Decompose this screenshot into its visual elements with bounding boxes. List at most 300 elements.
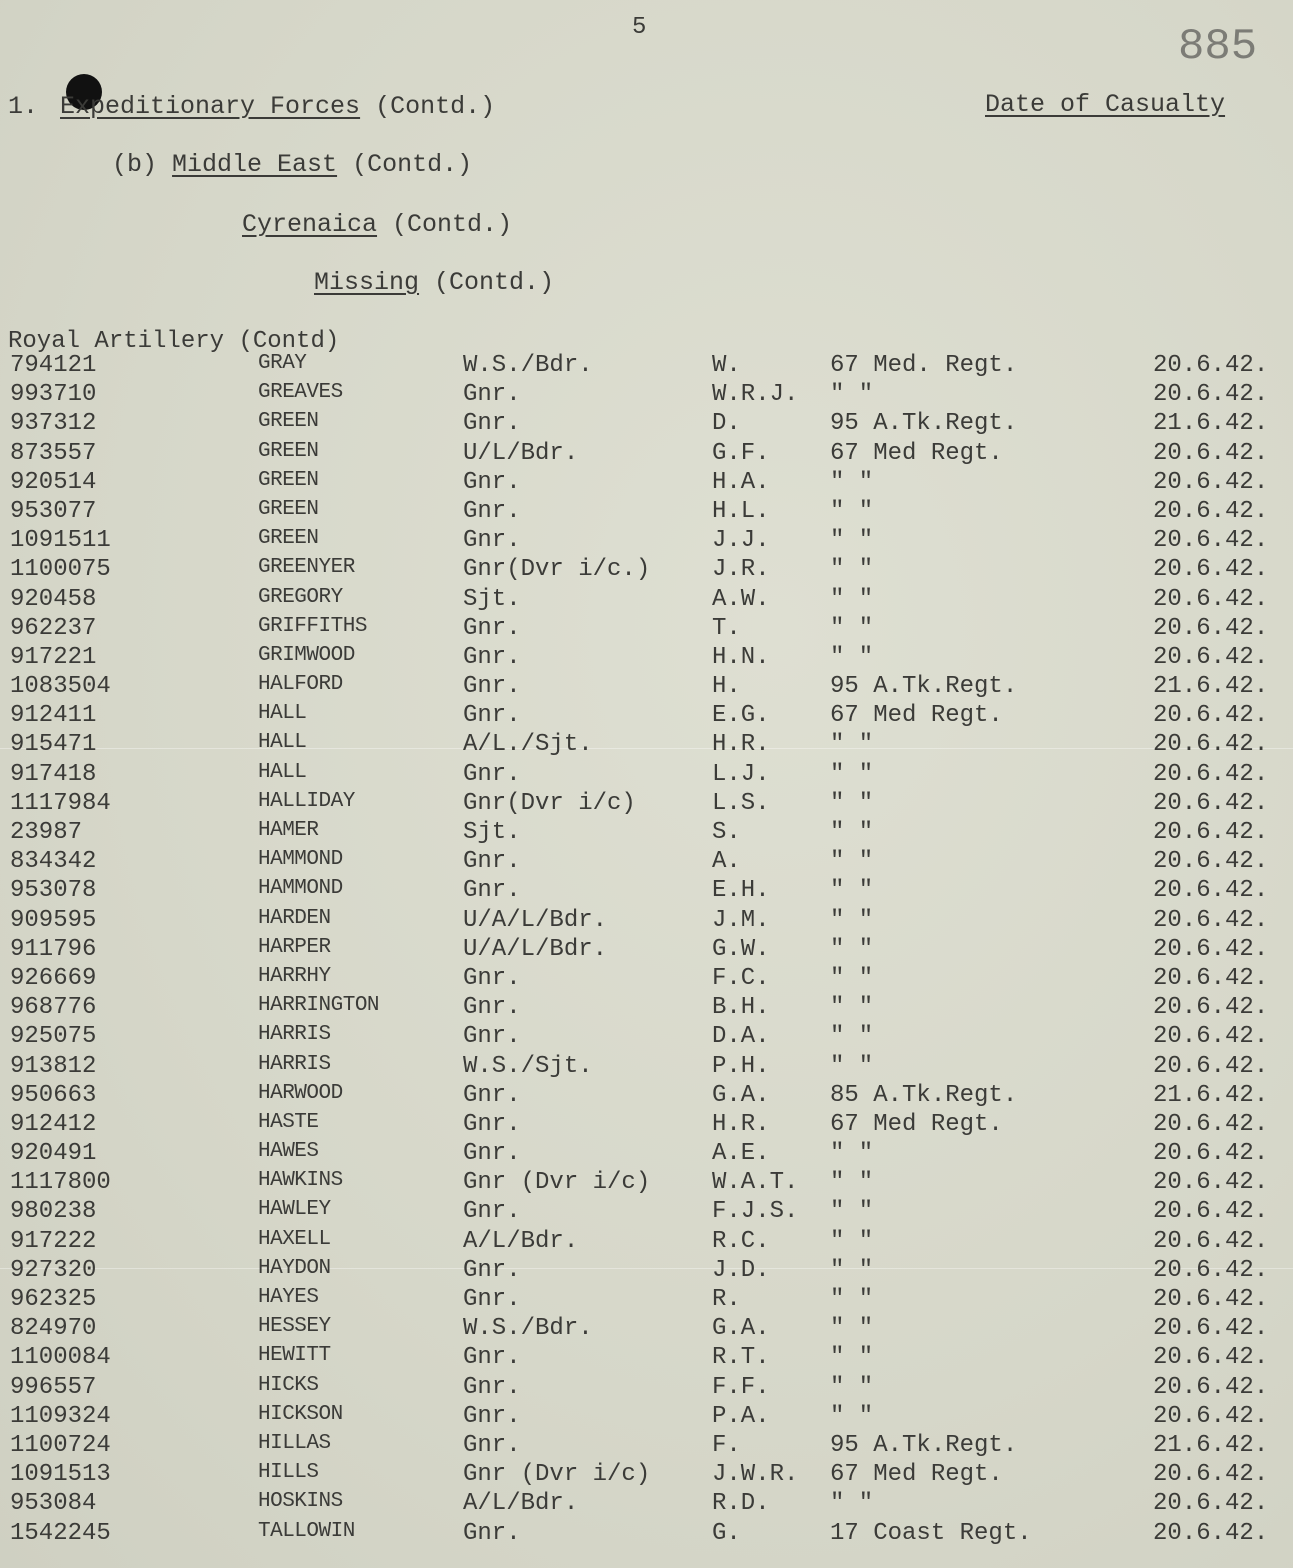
table-row — [0, 702, 1293, 731]
regiment: " " — [830, 1052, 874, 1080]
rank: U/A/L/Bdr. — [463, 906, 608, 934]
rank: Gnr. — [463, 1431, 521, 1459]
surname: HALLIDAY — [258, 789, 355, 813]
service-number: 1117984 — [10, 789, 111, 817]
surname: HAMMOND — [258, 848, 343, 872]
service-number: 1091513 — [10, 1461, 111, 1489]
initials: D.A. — [712, 1023, 770, 1051]
service-number: 953078 — [10, 877, 97, 905]
casualty-date: 20.6.42. — [1153, 352, 1269, 379]
casualty-date: 20.6.42. — [1153, 702, 1269, 730]
casualty-date: 21.6.42. — [1153, 410, 1269, 438]
surname: HAWKINS — [258, 1169, 343, 1193]
rank: A/L/Bdr. — [463, 1490, 579, 1518]
regiment: " " — [830, 819, 874, 846]
table-row — [0, 1257, 1293, 1286]
surname: GREEN — [258, 527, 319, 551]
rank: Gnr. — [463, 614, 521, 642]
surname: HAWES — [258, 1140, 319, 1164]
subsection-heading — [112, 150, 472, 179]
regiment: " " — [830, 643, 874, 671]
rank: Gnr. — [463, 1344, 521, 1372]
rank: Gnr (Dvr i/c) — [463, 1169, 651, 1197]
rank: Sjt. — [463, 819, 521, 846]
regiment: 95 A.Tk.Regt. — [830, 410, 1018, 438]
rank: Gnr. — [463, 848, 521, 876]
surname: HILLS — [258, 1461, 319, 1485]
surname: GREEN — [258, 410, 319, 434]
initials: G.W. — [712, 935, 770, 963]
regiment: " " — [830, 877, 874, 905]
surname: HARRHY — [258, 964, 331, 988]
surname: HAMER — [258, 819, 319, 842]
section-title: Expeditionary Forces — [60, 92, 361, 121]
regiment: 67 Med Regt. — [830, 439, 1003, 467]
rank: Gnr. — [463, 1256, 521, 1284]
casualty-date: 20.6.42. — [1153, 760, 1269, 788]
casualty-date: 21.6.42. — [1153, 1431, 1269, 1459]
table-row — [0, 848, 1293, 877]
initials: S. — [712, 819, 741, 846]
table-row — [0, 1111, 1293, 1140]
initials: L.S. — [712, 789, 770, 817]
table-row — [0, 673, 1293, 702]
initials: G.A. — [712, 1315, 770, 1343]
initials: F.C. — [712, 964, 770, 992]
casualty-date: 20.6.42. — [1153, 819, 1269, 846]
table-row — [0, 1403, 1293, 1432]
table-row — [0, 381, 1293, 410]
table-row — [0, 1169, 1293, 1198]
surname: TALLOWIN — [258, 1519, 355, 1543]
casualty-date: 20.6.42. — [1153, 1344, 1269, 1372]
region-title: Cyrenaica — [242, 210, 378, 239]
status-suffix: (Contd.) — [434, 268, 555, 297]
casualty-date: 20.6.42. — [1153, 731, 1269, 759]
casualty-date: 20.6.42. — [1153, 848, 1269, 876]
regiment: " " — [830, 1198, 874, 1226]
regiment: " " — [830, 1140, 874, 1168]
surname: HILLAS — [258, 1431, 331, 1455]
table-row — [0, 819, 1293, 848]
date-of-casualty-header: Date of Casualty — [985, 90, 1226, 119]
table-row — [0, 1082, 1293, 1111]
surname: GREGORY — [258, 585, 343, 609]
rank: A/L/Bdr. — [463, 1227, 579, 1255]
table-row — [0, 1053, 1293, 1082]
casualty-date: 20.6.42. — [1153, 1490, 1269, 1518]
rank: W.S./Bdr. — [463, 1315, 593, 1343]
status-heading — [314, 268, 554, 297]
regiment: " " — [830, 381, 874, 409]
service-number: 926669 — [10, 964, 97, 992]
rank: Gnr. — [463, 468, 521, 496]
rank: Gnr. — [463, 1023, 521, 1051]
regiment: " " — [830, 556, 874, 584]
initials: J.D. — [712, 1256, 770, 1284]
initials: W. — [712, 352, 741, 379]
table-row — [0, 498, 1293, 527]
table-row — [0, 907, 1293, 936]
rank: Gnr (Dvr i/c) — [463, 1461, 651, 1489]
regiment: " " — [830, 731, 874, 759]
table-row — [0, 790, 1293, 819]
initials: R.D. — [712, 1490, 770, 1518]
regiment: " " — [830, 994, 874, 1022]
service-number: 1083504 — [10, 673, 111, 701]
service-number: 23987 — [10, 819, 83, 846]
regiment: 85 A.Tk.Regt. — [830, 1081, 1018, 1109]
service-number: 950663 — [10, 1081, 97, 1109]
casualty-date: 20.6.42. — [1153, 439, 1269, 467]
initials: W.R.J. — [712, 381, 799, 409]
regiment: " " — [830, 614, 874, 642]
casualty-date: 20.6.42. — [1153, 1402, 1269, 1430]
casualty-date: 20.6.42. — [1153, 497, 1269, 525]
regiment: " " — [830, 1344, 874, 1372]
rank: W.S./Bdr. — [463, 352, 593, 379]
surname: HICKSON — [258, 1402, 343, 1426]
page-number: 5 — [632, 14, 647, 41]
surname: HALL — [258, 731, 307, 755]
casualty-date: 20.6.42. — [1153, 527, 1269, 555]
table-row — [0, 615, 1293, 644]
table-row — [0, 556, 1293, 585]
table-row — [0, 1228, 1293, 1257]
table-row — [0, 352, 1293, 381]
table-row — [0, 1461, 1293, 1490]
service-number: 909595 — [10, 906, 97, 934]
rank: Gnr. — [463, 1198, 521, 1226]
initials: A. — [712, 848, 741, 876]
regiment: " " — [830, 1373, 874, 1401]
rank: A/L./Sjt. — [463, 731, 593, 759]
rank: Gnr. — [463, 964, 521, 992]
surname: HARWOOD — [258, 1081, 343, 1105]
initials: G.F. — [712, 439, 770, 467]
service-number: 1100084 — [10, 1344, 111, 1372]
table-row — [0, 527, 1293, 556]
table-row — [0, 761, 1293, 790]
surname: HAMMOND — [258, 877, 343, 901]
table-row — [0, 469, 1293, 498]
surname: HOSKINS — [258, 1490, 343, 1514]
surname: HESSEY — [258, 1315, 331, 1339]
section-number: 1. — [8, 92, 39, 121]
initials: F.F. — [712, 1373, 770, 1401]
service-number: 824970 — [10, 1315, 97, 1343]
casualty-date: 20.6.42. — [1153, 556, 1269, 584]
regiment: 67 Med. Regt. — [830, 352, 1018, 379]
casualty-date: 20.6.42. — [1153, 906, 1269, 934]
casualty-date: 20.6.42. — [1153, 1315, 1269, 1343]
service-number: 996557 — [10, 1373, 97, 1401]
regiment: " " — [830, 1169, 874, 1197]
table-row — [0, 410, 1293, 439]
rank: Gnr. — [463, 1286, 521, 1313]
casualty-date: 20.6.42. — [1153, 381, 1269, 409]
service-number: 925075 — [10, 1023, 97, 1051]
initials: R.C. — [712, 1227, 770, 1255]
initials: W.A.T. — [712, 1169, 799, 1197]
initials: J.R. — [712, 556, 770, 584]
casualty-date: 20.6.42. — [1153, 789, 1269, 817]
service-number: 834342 — [10, 848, 97, 876]
surname: HARRINGTON — [258, 994, 380, 1018]
service-number: 917222 — [10, 1227, 97, 1255]
rank: U/L/Bdr. — [463, 439, 579, 467]
regiment: 17 Coast Regt. — [830, 1519, 1032, 1547]
regiment: " " — [830, 906, 874, 934]
surname: HAYDON — [258, 1256, 331, 1280]
initials: H. — [712, 673, 741, 701]
table-row — [0, 1490, 1293, 1519]
surname: GRIMWOOD — [258, 643, 355, 667]
service-number: 1542245 — [10, 1519, 111, 1547]
rank: Gnr. — [463, 1519, 521, 1547]
surname: HARPER — [258, 935, 331, 959]
regiment: " " — [830, 789, 874, 817]
casualty-date: 20.6.42. — [1153, 1373, 1269, 1401]
table-row — [0, 965, 1293, 994]
casualty-date: 20.6.42. — [1153, 994, 1269, 1022]
rank: U/A/L/Bdr. — [463, 935, 608, 963]
service-number: 1091511 — [10, 527, 111, 555]
casualty-date: 20.6.42. — [1153, 1198, 1269, 1226]
rank: W.S./Sjt. — [463, 1052, 593, 1080]
rank: Gnr. — [463, 702, 521, 730]
casualty-date: 20.6.42. — [1153, 964, 1269, 992]
initials: T. — [712, 614, 741, 642]
status-title: Missing — [314, 268, 420, 297]
casualty-date: 20.6.42. — [1153, 1023, 1269, 1051]
initials: D. — [712, 410, 741, 438]
service-number: 920514 — [10, 468, 97, 496]
surname: GRAY — [258, 352, 307, 375]
regiment: " " — [830, 848, 874, 876]
service-number: 912412 — [10, 1110, 97, 1138]
table-row — [0, 1344, 1293, 1373]
table-row — [0, 1198, 1293, 1227]
table-row — [0, 994, 1293, 1023]
unit-heading: Royal Artillery (Contd) — [8, 328, 340, 355]
initials: A.E. — [712, 1140, 770, 1168]
service-number: 917221 — [10, 643, 97, 671]
regiment: " " — [830, 1315, 874, 1343]
surname: GREEN — [258, 468, 319, 492]
region-heading — [242, 210, 512, 239]
regiment: " " — [830, 1402, 874, 1430]
rank: Gnr. — [463, 1110, 521, 1138]
regiment: " " — [830, 935, 874, 963]
rank: Gnr. — [463, 381, 521, 409]
regiment: 95 A.Tk.Regt. — [830, 673, 1018, 701]
casualty-date: 20.6.42. — [1153, 1286, 1269, 1313]
initials: G.A. — [712, 1081, 770, 1109]
initials: E.H. — [712, 877, 770, 905]
service-number: 911796 — [10, 935, 97, 963]
casualty-date: 20.6.42. — [1153, 468, 1269, 496]
rank: Gnr. — [463, 527, 521, 555]
casualty-date: 20.6.42. — [1153, 585, 1269, 613]
initials: J.W.R. — [712, 1461, 799, 1489]
rank: Gnr. — [463, 497, 521, 525]
table-row — [0, 1432, 1293, 1461]
surname: HALL — [258, 702, 307, 726]
surname: HASTE — [258, 1110, 319, 1134]
section-suffix: (Contd.) — [375, 92, 496, 121]
surname: HARRIS — [258, 1052, 331, 1076]
surname: HARRIS — [258, 1023, 331, 1047]
service-number: 912411 — [10, 702, 97, 730]
table-row — [0, 1315, 1293, 1344]
regiment: 67 Med Regt. — [830, 1461, 1003, 1489]
casualty-date: 20.6.42. — [1153, 877, 1269, 905]
service-number: 1100075 — [10, 556, 111, 584]
regiment: 95 A.Tk.Regt. — [830, 1431, 1018, 1459]
rank: Gnr. — [463, 994, 521, 1022]
service-number: 1100724 — [10, 1431, 111, 1459]
table-row — [0, 877, 1293, 906]
service-number: 915471 — [10, 731, 97, 759]
casualty-date: 21.6.42. — [1153, 1081, 1269, 1109]
initials: B.H. — [712, 994, 770, 1022]
casualty-date: 20.6.42. — [1153, 1227, 1269, 1255]
regiment: " " — [830, 1227, 874, 1255]
surname: GREEN — [258, 439, 319, 463]
initials: G. — [712, 1519, 741, 1547]
regiment: " " — [830, 1490, 874, 1518]
service-number: 937312 — [10, 410, 97, 438]
regiment: " " — [830, 497, 874, 525]
service-number: 993710 — [10, 381, 97, 409]
casualty-date: 20.6.42. — [1153, 1256, 1269, 1284]
service-number: 920491 — [10, 1140, 97, 1168]
initials: E.G. — [712, 702, 770, 730]
initials: R.T. — [712, 1344, 770, 1372]
surname: HEWITT — [258, 1344, 331, 1368]
initials: L.J. — [712, 760, 770, 788]
regiment: " " — [830, 1256, 874, 1284]
table-row — [0, 936, 1293, 965]
regiment: " " — [830, 527, 874, 555]
regiment: 67 Med Regt. — [830, 1110, 1003, 1138]
service-number: 873557 — [10, 439, 97, 467]
initials: H.R. — [712, 1110, 770, 1138]
initials: F. — [712, 1431, 741, 1459]
rank: Sjt. — [463, 585, 521, 613]
rank: Gnr. — [463, 410, 521, 438]
casualty-date: 20.6.42. — [1153, 1140, 1269, 1168]
rank: Gnr. — [463, 877, 521, 905]
regiment: " " — [830, 468, 874, 496]
subsection-suffix: (Contd.) — [352, 150, 473, 179]
rank: Gnr. — [463, 1402, 521, 1430]
initials: P.H. — [712, 1052, 770, 1080]
service-number: 794121 — [10, 352, 97, 379]
table-row — [0, 586, 1293, 615]
service-number: 1109324 — [10, 1402, 111, 1430]
initials: J.M. — [712, 906, 770, 934]
subsection-prefix: (b) — [112, 150, 158, 179]
casualty-date: 20.6.42. — [1153, 1461, 1269, 1489]
casualty-date: 20.6.42. — [1153, 1519, 1269, 1547]
region-suffix: (Contd.) — [392, 210, 513, 239]
casualty-date: 21.6.42. — [1153, 673, 1269, 701]
regiment: " " — [830, 1023, 874, 1051]
table-row — [0, 1023, 1293, 1052]
service-number: 927320 — [10, 1256, 97, 1284]
table-row — [0, 731, 1293, 760]
service-number: 917418 — [10, 760, 97, 788]
initials: A.W. — [712, 585, 770, 613]
table-row — [0, 1374, 1293, 1403]
initials: J.J. — [712, 527, 770, 555]
initials: H.R. — [712, 731, 770, 759]
regiment: " " — [830, 585, 874, 613]
table-row — [0, 1286, 1293, 1315]
surname: GREEN — [258, 497, 319, 521]
service-number: 962237 — [10, 614, 97, 642]
regiment: " " — [830, 964, 874, 992]
casualty-date: 20.6.42. — [1153, 643, 1269, 671]
surname: HALFORD — [258, 673, 343, 697]
table-row — [0, 440, 1293, 469]
rank: Gnr. — [463, 1140, 521, 1168]
archive-stamp-number: 885 — [1178, 22, 1258, 72]
surname: GREENYER — [258, 556, 355, 580]
initials: H.L. — [712, 497, 770, 525]
surname: HICKS — [258, 1373, 319, 1397]
rank: Gnr. — [463, 1373, 521, 1401]
surname: HAYES — [258, 1286, 319, 1309]
service-number: 953077 — [10, 497, 97, 525]
rank: Gnr(Dvr i/c) — [463, 789, 636, 817]
regiment: " " — [830, 1286, 874, 1313]
surname: HAWLEY — [258, 1198, 331, 1222]
service-number: 968776 — [10, 994, 97, 1022]
casualty-date: 20.6.42. — [1153, 1110, 1269, 1138]
casualty-date: 20.6.42. — [1153, 1052, 1269, 1080]
initials: F.J.S. — [712, 1198, 799, 1226]
service-number: 913812 — [10, 1052, 97, 1080]
table-row — [0, 1520, 1293, 1549]
surname: GREAVES — [258, 381, 343, 405]
casualty-date: 20.6.42. — [1153, 1169, 1269, 1197]
casualty-list — [0, 352, 1293, 1549]
initials: P.A. — [712, 1402, 770, 1430]
regiment: " " — [830, 760, 874, 788]
initials: H.N. — [712, 643, 770, 671]
surname: GRIFFITHS — [258, 614, 367, 638]
table-row — [0, 1140, 1293, 1169]
regiment: 67 Med Regt. — [830, 702, 1003, 730]
initials: H.A. — [712, 468, 770, 496]
service-number: 980238 — [10, 1198, 97, 1226]
rank: Gnr. — [463, 673, 521, 701]
rank: Gnr. — [463, 760, 521, 788]
surname: HALL — [258, 760, 307, 784]
rank: Gnr. — [463, 1081, 521, 1109]
service-number: 953084 — [10, 1490, 97, 1518]
service-number: 1117800 — [10, 1169, 111, 1197]
rank: Gnr. — [463, 643, 521, 671]
section-heading — [8, 92, 495, 121]
service-number: 962325 — [10, 1286, 97, 1313]
table-row — [0, 644, 1293, 673]
casualty-date: 20.6.42. — [1153, 935, 1269, 963]
surname: HARDEN — [258, 906, 331, 930]
